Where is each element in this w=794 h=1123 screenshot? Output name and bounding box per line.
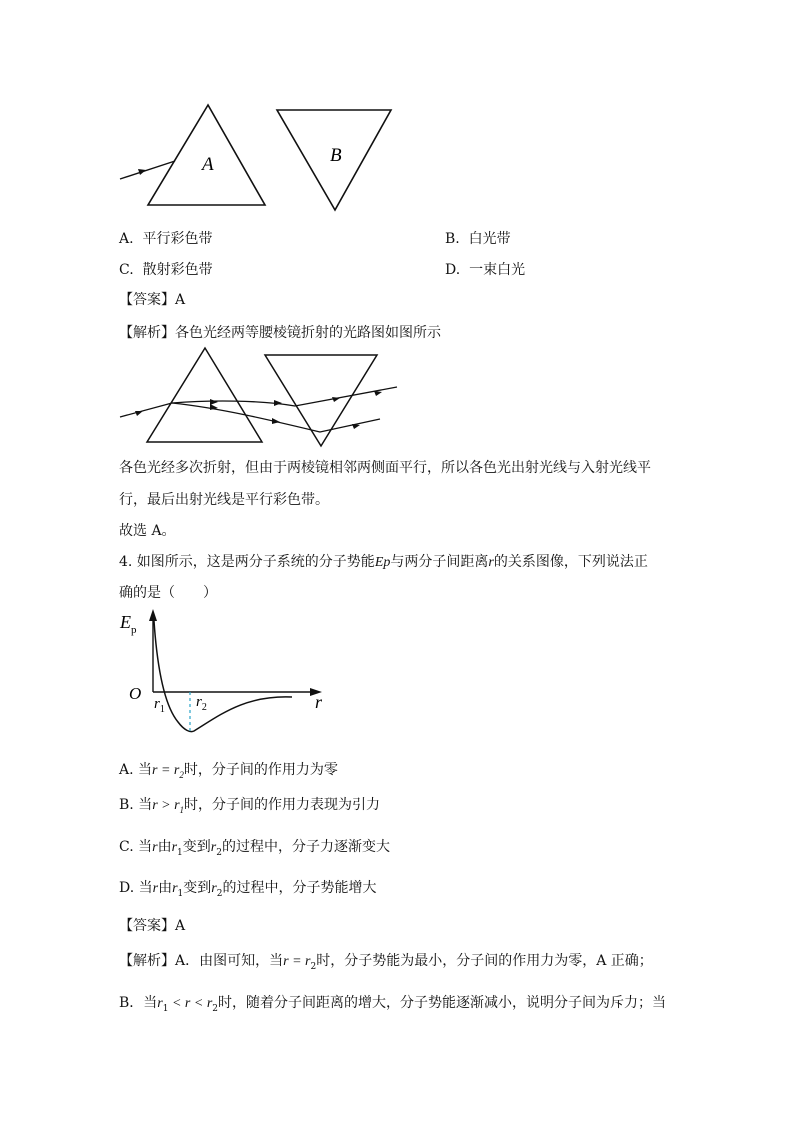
q3-option-a: A. 平行彩色带 <box>119 231 213 247</box>
arrow-7 <box>352 424 360 429</box>
ray-upper <box>172 387 397 406</box>
prism-figure <box>110 95 410 220</box>
ep-curve <box>154 621 292 732</box>
arrow-8 <box>374 391 382 396</box>
prism-a-label: A <box>202 154 214 175</box>
potential-energy-graph <box>110 605 340 740</box>
q4-analysis-line-2: B．当$r_1 < r < r_2$时，随着分子间距离的增大，分子势能逐渐减小，说明分子间为斥力；当 <box>119 995 667 1014</box>
q4-stem-line-1: 4. 如图所示，这是两分子系统的分子势能Ep与两分子间距离r的关系图像，下列说法正 <box>119 554 648 570</box>
ray-lower <box>172 403 380 432</box>
arrow-5 <box>272 418 280 424</box>
q4-option-c: C. 当r由$r_1$变到$r_2$的过程中，分子力逐渐变大 <box>119 839 390 858</box>
path-prism-a <box>147 348 262 442</box>
q4-answer: 【答案】A <box>119 918 186 934</box>
light-path-figure <box>110 340 410 452</box>
ray-arrow <box>138 169 146 175</box>
q3-answer: 【答案】A <box>119 292 186 308</box>
r1-label: $r_1$ <box>154 696 165 715</box>
q3-choose: 故选 A。 <box>119 523 176 539</box>
q3-option-d: D. 一束白光 <box>445 262 526 278</box>
y-axis-arrow <box>149 609 157 621</box>
q3-analysis-line-1: 【解析】各色光经两等腰棱镜折射的光路图如图所示 <box>119 325 441 341</box>
y-label: $E_p$ <box>120 612 137 636</box>
q3-analysis-line-3: 行，最后出射光线是平行彩色带。 <box>119 492 329 508</box>
q3-option-b: B. 白光带 <box>445 231 511 247</box>
q4-option-d: D. 当r由$r_1$变到$r_2$的过程中，分子势能增大 <box>119 880 377 899</box>
r2-label: $r_2$ <box>196 694 207 713</box>
arrow-4 <box>274 400 282 406</box>
q4-analysis-line-1: 【解析】A．由图可知，当$r = r_2$时，分子势能为最小，分子间的作用力为零，A 正确； <box>119 953 653 972</box>
q4-option-a: A. 当$r = r_2$时，分子间的作用力为零 <box>119 762 338 780</box>
prism-b-label: B <box>330 145 342 166</box>
q4-stem-line-2: 确的是（ ） <box>119 585 217 601</box>
x-label: r <box>315 692 323 712</box>
arrow-1 <box>135 411 143 416</box>
q4-option-b: B. 当$r > r_1$时，分子间的作用力表现为引力 <box>119 797 381 815</box>
arrow-2 <box>210 399 218 405</box>
q3-analysis-line-2: 各色光经多次折射，但由于两棱镜相邻两侧面平行，所以各色光出射光线与入射光线平 <box>119 460 651 476</box>
origin-label: O <box>129 684 142 703</box>
q3-option-c: C. 散射彩色带 <box>119 262 213 278</box>
incident-ray <box>120 161 175 179</box>
